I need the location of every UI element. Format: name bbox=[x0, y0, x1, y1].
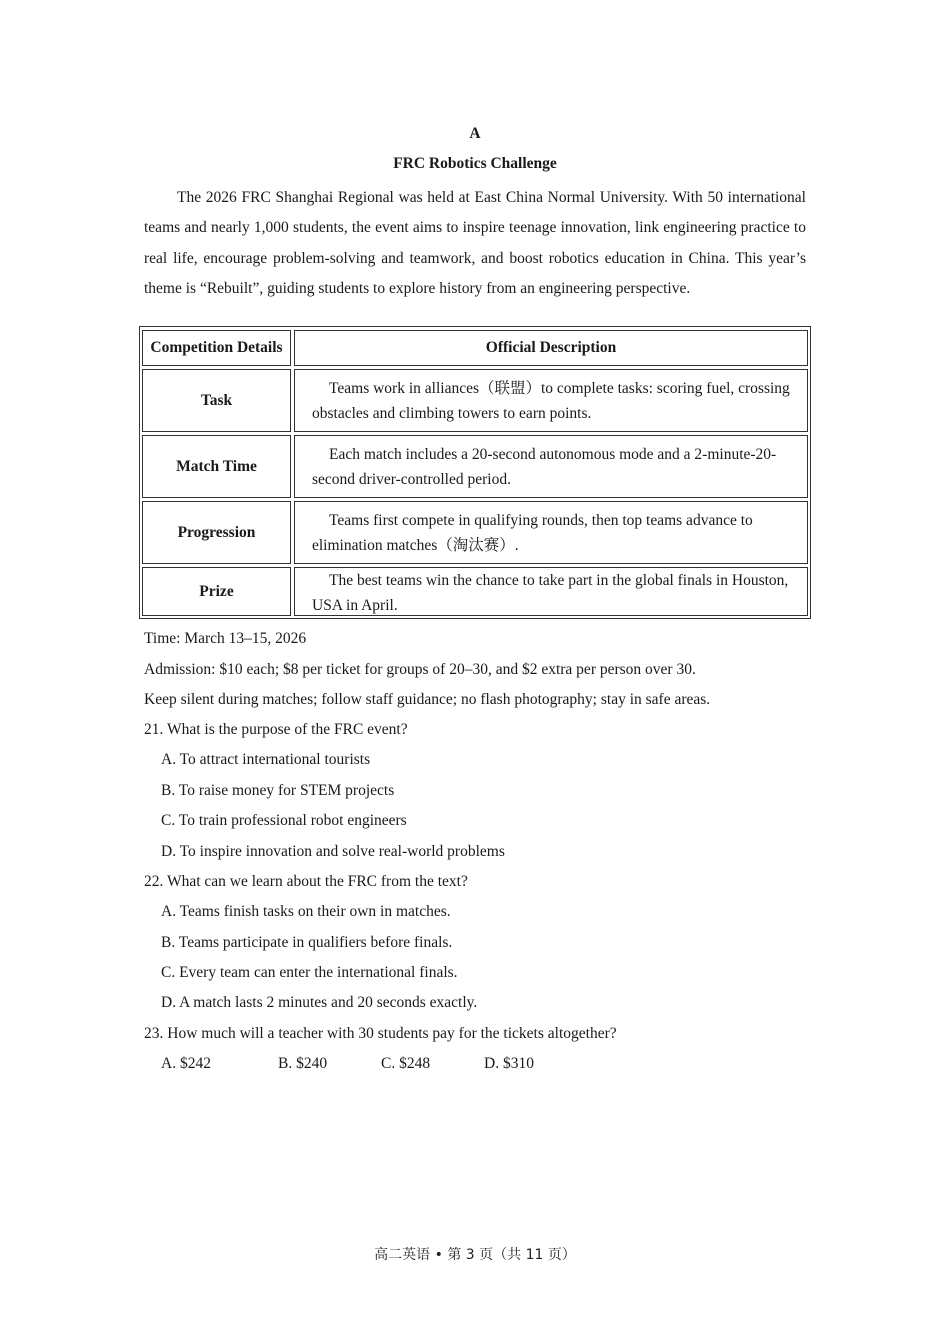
row-desc-match-time bbox=[294, 435, 808, 498]
row-desc-progression bbox=[294, 501, 808, 564]
section-letter: A bbox=[469, 125, 481, 142]
row-label-match-time: Match Time bbox=[142, 435, 291, 498]
intro-paragraph bbox=[144, 183, 806, 304]
question-23: 23. How much will a teacher with 30 students pay for the tickets altogether? bbox=[144, 1025, 617, 1042]
row-label-task: Task bbox=[142, 369, 291, 432]
q23-option-d: D. $310 bbox=[484, 1055, 534, 1072]
row-desc-match-time-text: Each match includes a 20-second autonomous mode and a 2-minute-20-second driver-controlled period. bbox=[312, 446, 777, 488]
q23-option-a: A. $242 bbox=[161, 1055, 211, 1072]
info-rules: Keep silent during matches; follow staff guidance; no flash photography; stay in safe areas. bbox=[144, 691, 711, 708]
row-desc-prize bbox=[294, 567, 808, 616]
table-header-left: Competition Details bbox=[142, 330, 291, 366]
q23-option-b: B. $240 bbox=[278, 1055, 328, 1072]
row-desc-task bbox=[294, 369, 808, 432]
info-time: Time: March 13–15, 2026 bbox=[144, 630, 307, 647]
table-header-right: Official Description bbox=[294, 330, 808, 366]
row-desc-prize-text: The best teams win the chance to take part in the global finals in Houston, USA in April. bbox=[312, 572, 789, 614]
q21-option-a: A. To attract international tourists bbox=[161, 751, 371, 768]
question-22: 22. What can we learn about the FRC from the text? bbox=[144, 873, 468, 890]
intro-text: The 2026 FRC Shanghai Regional was held at East China Normal University. With 50 international teams and nearly 1,000 students, the event aims to inspire teenage innovation, link engineering practice to real life, encourage problem-solving and teamwork, and boost robotics education in China. This year’s theme is “Rebuilt”, guiding students to explore history from an engineering perspective. bbox=[144, 189, 806, 297]
q21-option-d: D. To inspire innovation and solve real-world problems bbox=[161, 843, 505, 860]
info-admission: Admission: $10 each; $8 per ticket for groups of 20–30, and $2 extra per person over 30. bbox=[144, 661, 696, 678]
q22-option-d: D. A match lasts 2 minutes and 20 seconds exactly. bbox=[161, 994, 478, 1011]
q22-option-a: A. Teams finish tasks on their own in matches. bbox=[161, 903, 451, 920]
q23-option-c: C. $248 bbox=[381, 1055, 431, 1072]
row-label-progression: Progression bbox=[142, 501, 291, 564]
row-desc-progression-text: Teams first compete in qualifying rounds, then top teams advance to elimination matches（淘汰赛）. bbox=[312, 512, 753, 554]
page-footer: 高二英语 • 第 3 页（共 11 页） bbox=[374, 1247, 576, 1263]
row-label-prize: Prize bbox=[142, 567, 291, 616]
competition-table bbox=[139, 326, 811, 619]
q21-option-b: B. To raise money for STEM projects bbox=[161, 782, 395, 799]
question-21: 21. What is the purpose of the FRC event? bbox=[144, 721, 408, 738]
passage-title: FRC Robotics Challenge bbox=[393, 155, 557, 172]
q22-option-b: B. Teams participate in qualifiers before finals. bbox=[161, 934, 453, 951]
q22-option-c: C. Every team can enter the international finals. bbox=[161, 964, 458, 981]
row-desc-task-text: Teams work in alliances（联盟）to complete tasks: scoring fuel, crossing obstacles and climbing towers to earn points. bbox=[312, 380, 790, 422]
q21-option-c: C. To train professional robot engineers bbox=[161, 812, 407, 829]
